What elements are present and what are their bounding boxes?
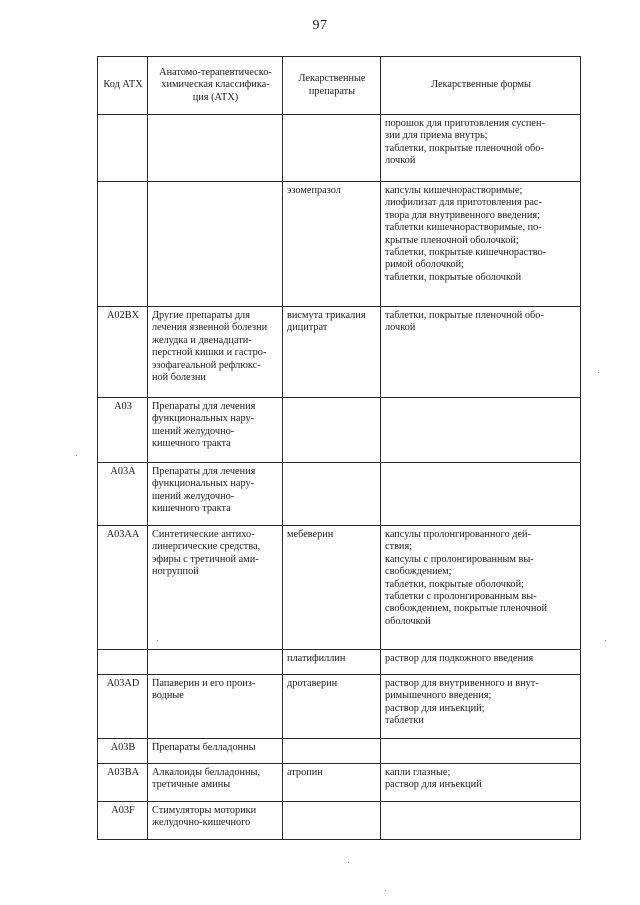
cell-text-line: таблетки с пролонгированным вы- bbox=[385, 591, 537, 603]
cell-text-line: Алкалоиды белладонны, bbox=[152, 767, 261, 778]
cell-text-line: Стимуляторы моторики bbox=[152, 805, 257, 816]
atx-code-cell bbox=[98, 650, 148, 675]
cell-text-line: водные bbox=[152, 690, 184, 702]
cell-text-line: таблетки кишечнорастворимые, по- bbox=[385, 222, 542, 234]
dosage-forms-cell bbox=[381, 650, 581, 675]
table-row bbox=[98, 650, 581, 675]
cell-text-line: эфиры с третичной ами- bbox=[152, 553, 259, 565]
atx-drug-table bbox=[97, 56, 581, 840]
atx-code-cell: A03A bbox=[98, 463, 148, 526]
dosage-forms-cell bbox=[381, 675, 581, 739]
cell-text-line: Анатомо-терапевтическо- bbox=[159, 66, 272, 78]
cell-text-line: лиофилизат для приготовления рас- bbox=[385, 197, 542, 209]
cell-text-line: раствор для инъекций bbox=[385, 779, 482, 791]
dosage-forms-cell bbox=[381, 739, 581, 764]
cell-text-line: атропин bbox=[287, 767, 323, 778]
cell-text-line: функциональных нару- bbox=[152, 413, 255, 425]
cell-text-line: эзомепразол bbox=[287, 185, 341, 196]
cell-text-line: римой оболочкой; bbox=[385, 259, 465, 271]
cell-text-line: Другие препараты для bbox=[152, 310, 250, 321]
scan-speck bbox=[348, 862, 349, 863]
cell-text-line: таблетки, покрытые оболочкой; bbox=[385, 578, 524, 590]
cell-text-line: Лекарственные формы bbox=[431, 79, 531, 91]
cell-text-line: дротаверин bbox=[287, 678, 338, 689]
cell-text-line: таблетки bbox=[385, 715, 424, 727]
atx-class-cell bbox=[148, 650, 283, 675]
cell-text-line: кишечного тракта bbox=[152, 438, 231, 450]
cell-text-line: Папаверин и его произ- bbox=[152, 678, 256, 689]
cell-text-line: дицитрат bbox=[287, 322, 328, 334]
cell-text-line: ной болезни bbox=[152, 372, 206, 384]
table-row bbox=[98, 739, 581, 764]
cell-text-line: таблетки, покрытые пленочной обо- bbox=[385, 142, 544, 154]
scan-speck bbox=[605, 640, 606, 641]
atx-class-cell bbox=[148, 526, 283, 650]
drug-cell bbox=[283, 675, 381, 739]
atx-code-cell: A03B bbox=[98, 739, 148, 764]
cell-text-line: раствор для внутривенного и внут- bbox=[385, 678, 539, 689]
atx-code-cell: A03AA bbox=[98, 526, 148, 650]
dosage-forms-cell bbox=[381, 398, 581, 463]
table-row bbox=[98, 182, 581, 307]
atx-class-cell bbox=[148, 802, 283, 840]
cell-text-line: Препараты белладонны bbox=[152, 742, 256, 753]
table-row bbox=[98, 115, 581, 182]
cell-text-line: капли глазные; bbox=[385, 767, 451, 778]
cell-text-line: перстной кишки и гастро- bbox=[152, 347, 267, 359]
header-drugs bbox=[283, 57, 381, 115]
cell-text-line: зии для приема внутрь; bbox=[385, 130, 488, 142]
cell-text-line: шений желудочно- bbox=[152, 425, 235, 437]
header-dosage-forms bbox=[381, 57, 581, 115]
cell-text-line: оболочкой bbox=[385, 615, 431, 627]
dosage-forms-cell bbox=[381, 802, 581, 840]
cell-text-line: таблетки, покрытые оболочкой bbox=[385, 271, 522, 283]
atx-class-cell bbox=[148, 675, 283, 739]
atx-class-cell bbox=[148, 182, 283, 307]
scan-speck bbox=[598, 372, 599, 373]
header-atx-classification bbox=[148, 57, 283, 115]
cell-text-line: химическая классифика- bbox=[161, 79, 270, 91]
drug-cell bbox=[283, 398, 381, 463]
drug-cell bbox=[283, 115, 381, 182]
cell-text-line: свобождением; bbox=[385, 566, 452, 578]
cell-text-line: Препараты для лечения bbox=[152, 401, 256, 412]
cell-text-line: таблетки, покрытые кишечнораство- bbox=[385, 247, 547, 259]
atx-class-cell bbox=[148, 764, 283, 802]
dosage-forms-cell bbox=[381, 115, 581, 182]
cell-text-line: Код АТХ bbox=[103, 79, 143, 91]
atx-class-cell bbox=[148, 463, 283, 526]
cell-text-line: мебеверин bbox=[287, 529, 334, 540]
scan-speck bbox=[76, 455, 77, 456]
table-row bbox=[98, 764, 581, 802]
cell-text-line: раствор для инъекций; bbox=[385, 702, 485, 714]
table-header-row bbox=[98, 57, 581, 115]
cell-text-line: лочкой bbox=[385, 322, 416, 334]
cell-text-line: функциональных нару- bbox=[152, 478, 255, 490]
cell-text-line: Препараты для лечения bbox=[152, 466, 256, 477]
drug-cell bbox=[283, 739, 381, 764]
cell-text-line: лочкой bbox=[385, 155, 416, 167]
scan-speck bbox=[157, 640, 158, 641]
atx-code-cell: A03AD bbox=[98, 675, 148, 739]
page-number: 97 bbox=[312, 18, 328, 33]
cell-text-line: ция (АТХ) bbox=[192, 91, 239, 103]
dosage-forms-cell bbox=[381, 307, 581, 398]
cell-text-line: капсулы пролонгированного дей- bbox=[385, 529, 531, 540]
cell-text-line: третичные амины bbox=[152, 779, 231, 791]
atx-code-cell: A03F bbox=[98, 802, 148, 840]
cell-text-line: Лекарственные bbox=[298, 73, 366, 85]
cell-text-line: шений желудочно- bbox=[152, 490, 235, 502]
table-row bbox=[98, 675, 581, 739]
drug-cell bbox=[283, 463, 381, 526]
cell-text-line: эзофагеальной рефлюкс- bbox=[152, 359, 261, 371]
dosage-forms-cell bbox=[381, 182, 581, 307]
cell-text-line: висмута трикалия bbox=[287, 310, 366, 321]
cell-text-line: кишечного тракта bbox=[152, 503, 231, 515]
cell-text-line: порошок для приготовления суспен- bbox=[385, 118, 545, 129]
atx-code-cell: A03BA bbox=[98, 764, 148, 802]
table-row bbox=[98, 398, 581, 463]
cell-text-line: римышечного введения; bbox=[385, 690, 492, 702]
cell-text-line: желудка и двенадцати- bbox=[152, 334, 252, 346]
cell-text-line: раствор для подкожного введения bbox=[385, 653, 534, 664]
drug-cell bbox=[283, 764, 381, 802]
cell-text-line: капсулы с пролонгированным вы- bbox=[385, 553, 534, 565]
cell-text-line: Синтетические антихо- bbox=[152, 529, 255, 540]
dosage-forms-cell bbox=[381, 526, 581, 650]
drug-cell bbox=[283, 182, 381, 307]
table-row bbox=[98, 802, 581, 840]
cell-text-line: лечения язвенной болезни bbox=[152, 322, 268, 334]
cell-text-line: ствия; bbox=[385, 541, 413, 553]
atx-class-cell bbox=[148, 739, 283, 764]
atx-class-cell bbox=[148, 307, 283, 398]
atx-code-cell bbox=[98, 182, 148, 307]
header-code bbox=[98, 57, 148, 115]
drug-cell bbox=[283, 650, 381, 675]
cell-text-line: капсулы кишечнорастворимые; bbox=[385, 185, 523, 196]
atx-class-cell bbox=[148, 115, 283, 182]
cell-text-line: ногруппой bbox=[152, 566, 199, 578]
atx-code-cell: A03 bbox=[98, 398, 148, 463]
dosage-forms-cell bbox=[381, 463, 581, 526]
cell-text-line: платифиллин bbox=[287, 653, 346, 664]
drug-cell bbox=[283, 802, 381, 840]
cell-text-line: крытые пленочной оболочкой; bbox=[385, 234, 519, 246]
atx-class-cell bbox=[148, 398, 283, 463]
atx-code-cell: A02BX bbox=[98, 307, 148, 398]
cell-text-line: желудочно-кишечного bbox=[152, 817, 251, 829]
cell-text-line: линергические средства, bbox=[152, 541, 261, 553]
cell-text-line: твора для внутривенного введения; bbox=[385, 209, 540, 221]
drug-cell bbox=[283, 526, 381, 650]
dosage-forms-cell bbox=[381, 764, 581, 802]
cell-text-line: свобождением, покрытые пленочной bbox=[385, 603, 548, 615]
drug-cell bbox=[283, 307, 381, 398]
table-row bbox=[98, 307, 581, 398]
cell-text-line: таблетки, покрытые пленочной обо- bbox=[385, 310, 544, 321]
scan-speck bbox=[385, 890, 386, 891]
table-row bbox=[98, 526, 581, 650]
cell-text-line: препараты bbox=[308, 85, 356, 97]
table-row bbox=[98, 463, 581, 526]
atx-code-cell bbox=[98, 115, 148, 182]
